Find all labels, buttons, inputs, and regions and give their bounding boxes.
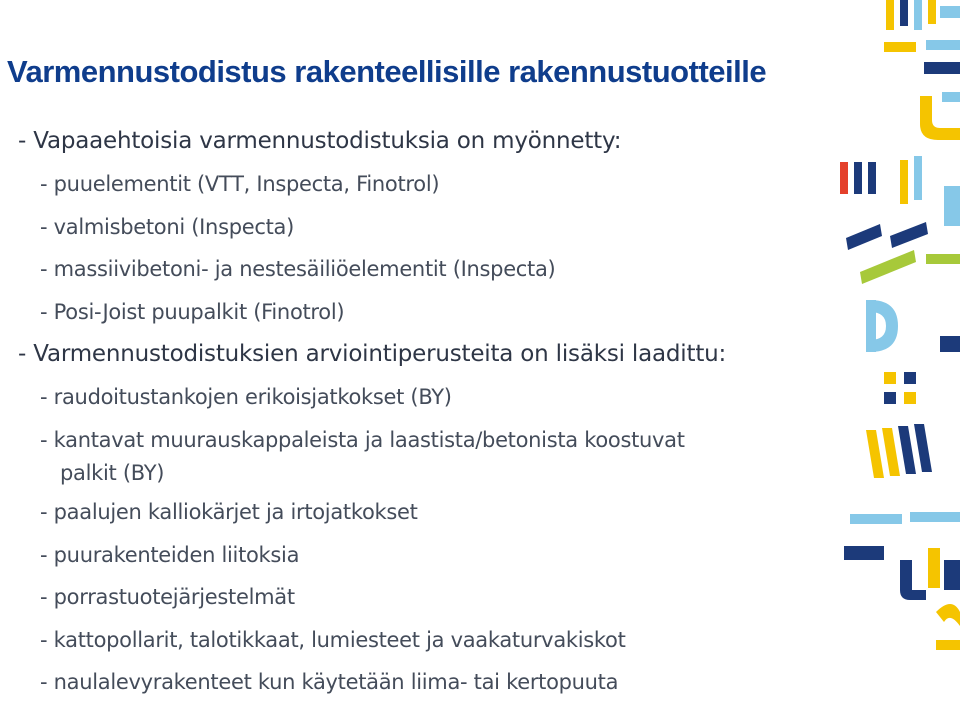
decor-bar bbox=[900, 160, 908, 204]
issued-certificates-list bbox=[18, 163, 848, 333]
decor-stroke bbox=[866, 430, 884, 478]
decor-stroke bbox=[882, 428, 900, 476]
decor-bar bbox=[844, 546, 884, 560]
list-item: - paalujen kalliokärjet ja irtojatkokset bbox=[40, 500, 418, 524]
decor-stroke bbox=[846, 224, 882, 250]
slide-title: Varmennustodistus rakenteellisille rakennustuotteille bbox=[7, 54, 767, 89]
list-item: - porrastuotejärjestelmät bbox=[40, 585, 295, 609]
decor-bar bbox=[944, 560, 960, 590]
decor-stroke bbox=[898, 426, 916, 474]
decor-stroke bbox=[890, 222, 928, 248]
decor-dot bbox=[884, 372, 896, 384]
decor-stroke bbox=[860, 250, 916, 284]
list-item: - kattopollarit, talotikkaat, lumiesteet ja vaakaturvakiskot bbox=[40, 627, 626, 652]
decor-bar bbox=[926, 254, 960, 264]
list-item: - puurakenteiden liitoksia bbox=[40, 542, 300, 567]
list-item: - naulalevyrakenteet kun käytetään liima- tai kertopuuta bbox=[40, 670, 619, 694]
decor-bar bbox=[924, 62, 960, 74]
decor-dot bbox=[904, 392, 916, 404]
decor-bar bbox=[914, 156, 922, 200]
decor-bar bbox=[840, 162, 848, 194]
decor-bar bbox=[944, 186, 960, 226]
section-heading-criteria: - Varmennustodistuksien arviointiperusteita on lisäksi laadittu: bbox=[18, 341, 727, 367]
decor-bar bbox=[910, 512, 960, 522]
list-item: - Posi-Joist puupalkit (Finotrol) bbox=[40, 299, 345, 324]
list-item: - massiivibetoni- ja nestesäiliöelementit (Inspecta) bbox=[40, 257, 556, 281]
decor-bar bbox=[884, 42, 916, 52]
decor-dot bbox=[884, 392, 896, 404]
list-item: - valmisbetoni (Inspecta) bbox=[40, 214, 294, 239]
decor-bar bbox=[900, 0, 908, 26]
decor-bar bbox=[886, 0, 894, 30]
list-item-line: - kantavat muurauskappaleista ja laastista/betonista koostuvat bbox=[40, 427, 685, 452]
decor-bar bbox=[868, 162, 876, 194]
decor-bar bbox=[940, 6, 960, 18]
decor-bar bbox=[866, 300, 876, 352]
decor-bar bbox=[854, 162, 862, 194]
list-item bbox=[40, 419, 848, 492]
slide-body bbox=[18, 120, 848, 704]
section-heading-issued: - Vapaaehtoisia varmennustodistuksia on myönnetty: bbox=[18, 128, 622, 154]
decor-bar bbox=[928, 0, 936, 24]
list-item: - puuelementit (VTT, Inspecta, Finotrol) bbox=[40, 172, 440, 196]
criteria-list bbox=[18, 376, 848, 704]
decor-curve bbox=[900, 560, 926, 600]
list-item: - raudoitustankojen erikoisjatkokset (BY) bbox=[40, 385, 452, 409]
decor-bar bbox=[926, 40, 960, 50]
decor-bar bbox=[942, 92, 960, 102]
decor-dot bbox=[904, 372, 916, 384]
decorative-brand-pattern bbox=[840, 0, 960, 714]
decor-bar bbox=[914, 0, 922, 30]
decor-curve bbox=[936, 604, 960, 626]
decor-bar bbox=[928, 548, 940, 588]
list-item-continuation: palkit (BY) bbox=[60, 461, 165, 485]
decor-bar bbox=[936, 640, 960, 650]
decor-bar bbox=[940, 336, 960, 352]
decor-bar bbox=[850, 514, 902, 524]
decor-curve bbox=[920, 96, 960, 140]
decor-stroke bbox=[914, 424, 932, 472]
